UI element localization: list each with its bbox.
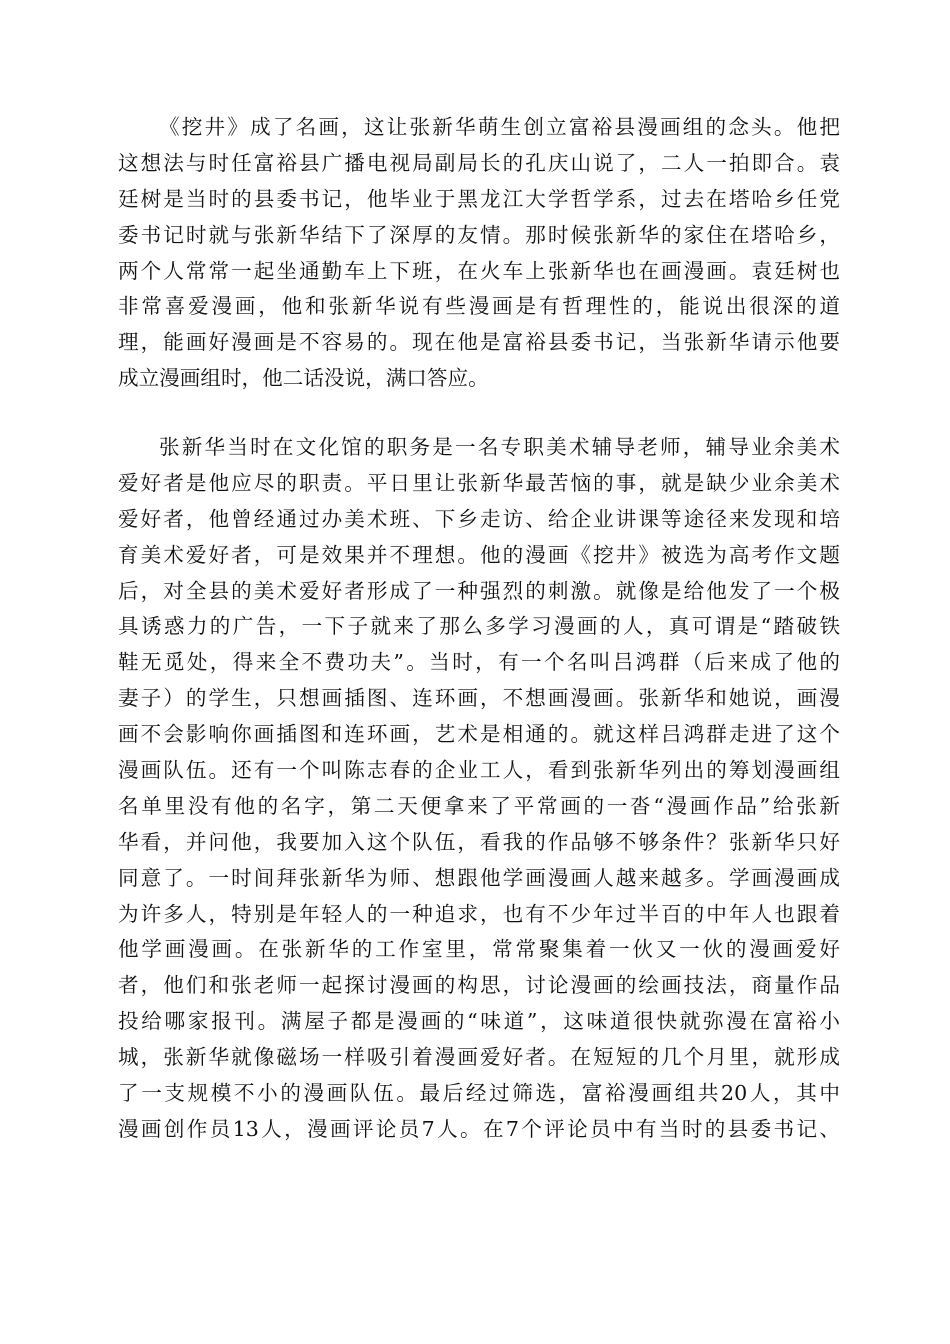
text-line: 漫画创作员13人，漫画评论员7人。在7个评论员中有当时的县委书记、 xyxy=(118,1116,840,1141)
text-line: 者，他们和张老师一起探讨漫画的构思，讨论漫画的绘画技法，商量作品 xyxy=(118,973,840,998)
text-line: 具诱惑力的广告，一下子就来了那么多学习漫画的人，真可谓是“踏破铁 xyxy=(118,614,840,639)
text-line: 《挖井》成了名画，这让张新华萌生创立富裕县漫画组的念头。他把 xyxy=(159,115,840,139)
text-line: 他学画漫画。在张新华的工作室里，常常聚集着一伙又一伙的漫画爱好 xyxy=(118,937,840,962)
paragraph-2 xyxy=(118,430,840,1148)
paragraph-1 xyxy=(118,110,840,397)
text-line: 画不会影响你画插图和连环画，艺术是相通的。就这样吕鸿群走进了这个 xyxy=(118,722,840,747)
text-line: 华看，并问他，我要加入这个队伍，看我的作品够不够条件？张新华只好 xyxy=(118,829,840,854)
text-line: 名单里没有他的名字，第二天便拿来了平常画的一沓“漫画作品”给张新 xyxy=(118,793,840,818)
text-line: 非常喜爱漫画，他和张新华说有些漫画是有哲理性的，能说出很深的道 xyxy=(118,294,840,319)
text-line: 爱好者是他应尽的职责。平日里让张新华最苦恼的事，就是缺少业余美术 xyxy=(118,470,840,495)
text-line: 妻子）的学生，只想画插图、连环画，不想画漫画。张新华和她说，画漫 xyxy=(118,686,840,711)
text-line: 城，张新华就像磁场一样吸引着漫画爱好者。在短短的几个月里，就形成 xyxy=(118,1045,840,1070)
text-line: 成立漫画组时，他二话没说，满口答应。 xyxy=(118,366,489,391)
text-line: 委书记时就与张新华结下了深厚的友情。那时候张新华的家住在塔哈乡， xyxy=(118,222,840,247)
text-line: 育美术爱好者，可是效果并不理想。他的漫画《挖井》被选为高考作文题 xyxy=(118,542,840,567)
text-line: 同意了。一时间拜张新华为师、想跟他学画漫画人越来越多。学画漫画成 xyxy=(118,865,840,890)
text-line: 理，能画好漫画是不容易的。现在他是富裕县委书记，当张新华请示他要 xyxy=(118,330,840,355)
text-line: 为许多人，特别是年轻人的一种追求，也有不少年过半百的中年人也跟着 xyxy=(118,901,840,926)
text-line: 这想法与时任富裕县广播电视局副局长的孔庆山说了，二人一拍即合。袁 xyxy=(118,150,840,175)
text-line: 漫画队伍。还有一个叫陈志春的企业工人，看到张新华列出的筹划漫画组 xyxy=(118,758,840,783)
text-line: 爱好者，他曾经通过办美术班、下乡走访、给企业讲课等途径来发现和培 xyxy=(118,506,840,531)
text-line: 了一支规模不小的漫画队伍。最后经过筛选，富裕漫画组共20人，其中 xyxy=(118,1081,840,1106)
text-line: 后，对全县的美术爱好者形成了一种强烈的刺激。就像是给他发了一个极 xyxy=(118,578,840,603)
text-line: 廷树是当时的县委书记，他毕业于黑龙江大学哲学系，过去在塔哈乡任党 xyxy=(118,186,840,211)
text-line: 两个人常常一起坐通勤车上下班，在火车上张新华也在画漫画。袁廷树也 xyxy=(118,258,840,283)
text-line: 投给哪家报刊。满屋子都是漫画的“味道”，这味道很快就弥漫在富裕小 xyxy=(118,1009,840,1034)
text-line: 张新华当时在文化馆的职务是一名专职美术辅导老师，辅导业余美术 xyxy=(159,435,840,459)
text-line: 鞋无觅处，得来全不费功夫”。当时，有一个名叫吕鸿群（后来成了他的 xyxy=(118,650,840,675)
